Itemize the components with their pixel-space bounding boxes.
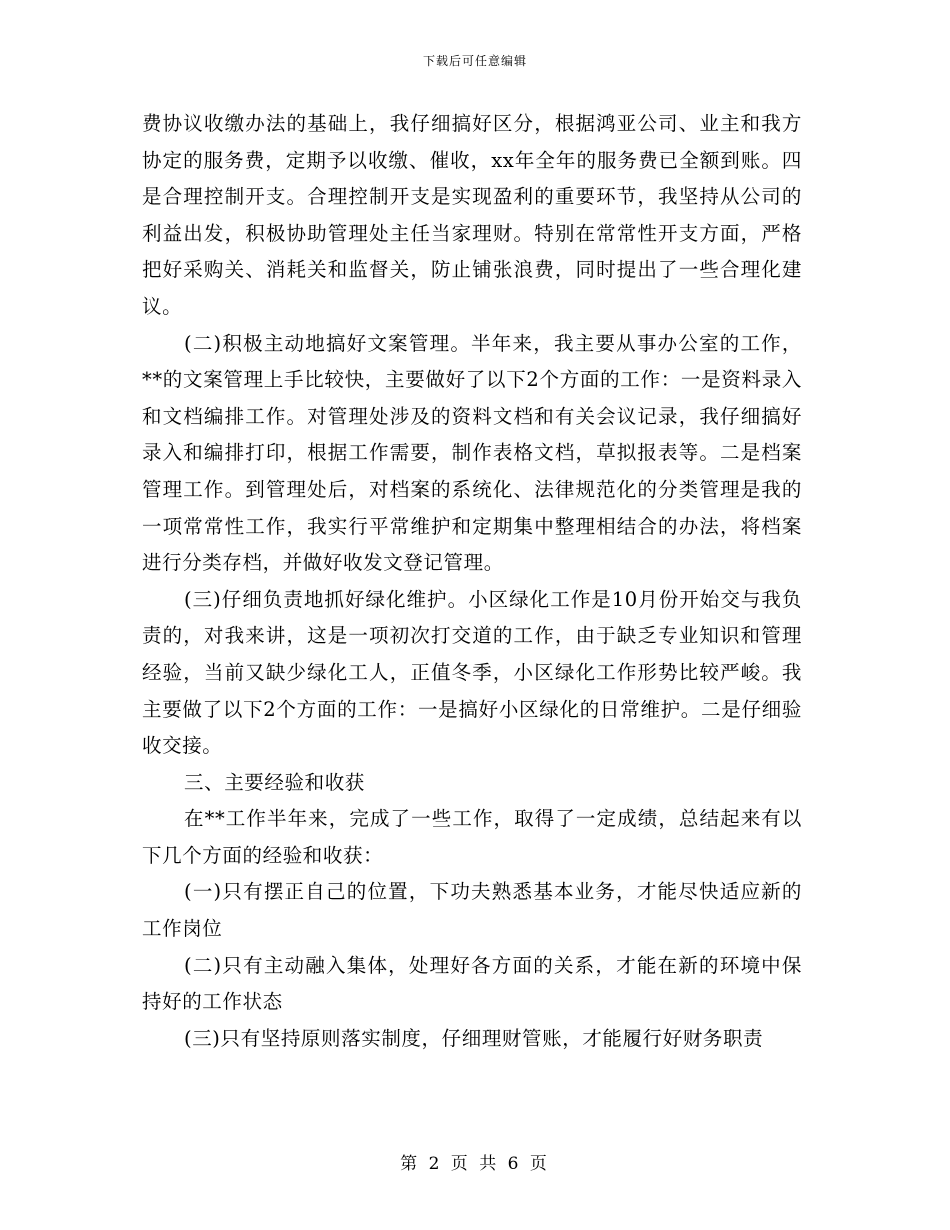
paragraph-8: (三)只有坚持原则落实制度，仔细理财管账，才能履行好财务职责 bbox=[184, 1026, 764, 1050]
page-header: 下载后可任意编辑 bbox=[422, 54, 527, 68]
paragraph-6: (一)只有摆正自己的位置，下功夫熟悉基本业务，才能尽快适应新的工作岗位 bbox=[142, 880, 802, 941]
section-heading: 三、主要经验和收获 bbox=[184, 770, 365, 794]
paragraph-2: (二)积极主动地搞好文案管理。半年来，我主要从事办公室的工作，**的文案管理上手比较快，主要做好了以下2个方面的工作：一是资料录入和文档编排工作。对管理处涉及的资料文档和有关会议记录，我仔细搞好录入和编排打印，根据工作需要，制作表格文档，草拟报表等。二是档案管理工作。到管理处后，对档案的系统化、法律规范化的分类管理是我的一项常常性工作，我实行平常维护和定期集中整理相结合的办法，将档案进行分类存档，并做好收发文登记管理。 bbox=[142, 331, 802, 575]
paragraph-3: (三)仔细负责地抓好绿化维护。小区绿化工作是10月份开始交与我负责的，对我来讲，这是一项初次打交道的工作，由于缺乏专业知识和管理经验，当前又缺少绿化工人，正值冬季，小区绿化工作形势比较严峻。我主要做了以下2个方面的工作：一是搞好小区绿化的日常维护。二是仔细验收交接。 bbox=[142, 587, 802, 758]
page-number-footer: 第 2 页 共 6 页 bbox=[400, 1154, 550, 1174]
document-body bbox=[142, 106, 802, 1057]
paragraph-5: 在**工作半年来，完成了一些工作，取得了一定成绩，总结起来有以下几个方面的经验和收获： bbox=[142, 807, 802, 867]
paragraph-1: 费协议收缴办法的基础上，我仔细搞好区分，根据鸿亚公司、业主和我方协定的服务费，定期予以收缴、催收，xx年全年的服务费已全额到账。四是合理控制开支。合理控制开支是实现盈利的重要环节，我坚持从公司的利益出发，积极协助管理处主任当家理财。特别在常常性开支方面，严格把好采购关、消耗关和监督关，防止铺张浪费，同时提出了一些合理化建议。 bbox=[142, 112, 802, 318]
paragraph-7: (二)只有主动融入集体，处理好各方面的关系，才能在新的环境中保持好的工作状态 bbox=[142, 953, 802, 1014]
